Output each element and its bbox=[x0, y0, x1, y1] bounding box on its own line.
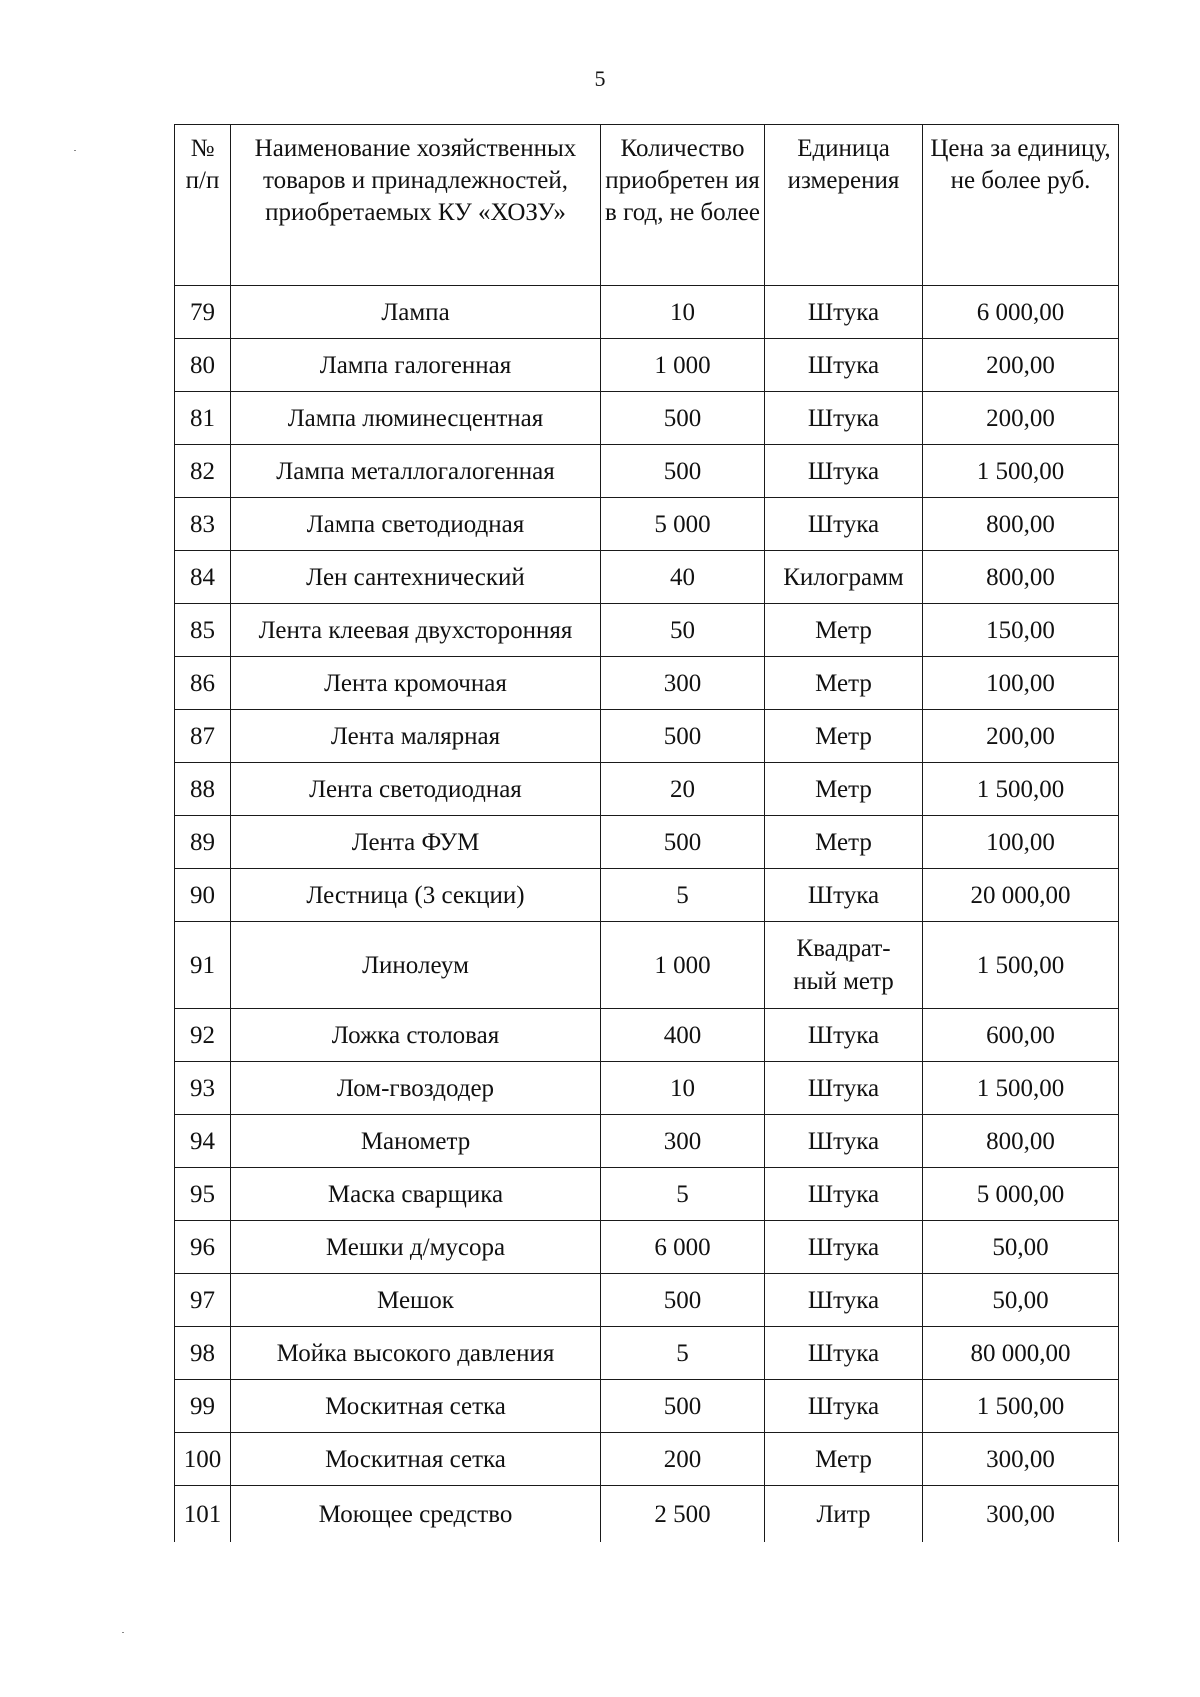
cell-price: 1 500,00 bbox=[923, 1380, 1119, 1433]
cell-price: 1 500,00 bbox=[923, 445, 1119, 498]
cell-unit: Штука bbox=[765, 1327, 923, 1380]
goods-table bbox=[174, 124, 1119, 1542]
cell-name: Моющее средство bbox=[231, 1486, 601, 1543]
header-price: Цена за единицу, не более руб. bbox=[923, 125, 1119, 286]
cell-num: 96 bbox=[175, 1221, 231, 1274]
cell-unit: Квадрат- ный метр bbox=[765, 922, 923, 1009]
table-row bbox=[175, 1168, 1119, 1221]
table-row bbox=[175, 498, 1119, 551]
cell-unit: Литр bbox=[765, 1486, 923, 1543]
cell-qty: 10 bbox=[601, 286, 765, 339]
cell-num: 98 bbox=[175, 1327, 231, 1380]
cell-num: 87 bbox=[175, 710, 231, 763]
cell-name: Линолеум bbox=[231, 922, 601, 1009]
cell-num: 99 bbox=[175, 1380, 231, 1433]
cell-price: 50,00 bbox=[923, 1221, 1119, 1274]
cell-unit: Штука bbox=[765, 1009, 923, 1062]
cell-num: 82 bbox=[175, 445, 231, 498]
cell-price: 5 000,00 bbox=[923, 1168, 1119, 1221]
header-num: № п/п bbox=[175, 125, 231, 286]
table-row bbox=[175, 1221, 1119, 1274]
cell-qty: 20 bbox=[601, 763, 765, 816]
cell-qty: 50 bbox=[601, 604, 765, 657]
cell-qty: 10 bbox=[601, 1062, 765, 1115]
table-row bbox=[175, 392, 1119, 445]
cell-name: Мешок bbox=[231, 1274, 601, 1327]
cell-name: Лестница (3 секции) bbox=[231, 869, 601, 922]
cell-price: 200,00 bbox=[923, 392, 1119, 445]
cell-unit: Метр bbox=[765, 657, 923, 710]
cell-unit: Штука bbox=[765, 869, 923, 922]
cell-unit: Килограмм bbox=[765, 551, 923, 604]
cell-num: 84 bbox=[175, 551, 231, 604]
cell-unit: Штука bbox=[765, 445, 923, 498]
cell-unit: Штука bbox=[765, 1115, 923, 1168]
cell-num: 100 bbox=[175, 1433, 231, 1486]
cell-num: 97 bbox=[175, 1274, 231, 1327]
cell-price: 6 000,00 bbox=[923, 286, 1119, 339]
table-row bbox=[175, 816, 1119, 869]
cell-qty: 1 000 bbox=[601, 922, 765, 1009]
cell-name: Лента кромочная bbox=[231, 657, 601, 710]
cell-price: 80 000,00 bbox=[923, 1327, 1119, 1380]
scan-speck bbox=[74, 150, 76, 151]
cell-unit: Штука bbox=[765, 392, 923, 445]
table-row bbox=[175, 1062, 1119, 1115]
cell-name: Манометр bbox=[231, 1115, 601, 1168]
cell-num: 94 bbox=[175, 1115, 231, 1168]
cell-num: 80 bbox=[175, 339, 231, 392]
cell-qty: 6 000 bbox=[601, 1221, 765, 1274]
cell-num: 89 bbox=[175, 816, 231, 869]
cell-price: 100,00 bbox=[923, 657, 1119, 710]
cell-num: 83 bbox=[175, 498, 231, 551]
cell-name: Лампа люминесцентная bbox=[231, 392, 601, 445]
cell-unit: Штука bbox=[765, 498, 923, 551]
cell-qty: 1 000 bbox=[601, 339, 765, 392]
cell-name: Ложка столовая bbox=[231, 1009, 601, 1062]
cell-name: Лампа галогенная bbox=[231, 339, 601, 392]
cell-name: Москитная сетка bbox=[231, 1380, 601, 1433]
table-row bbox=[175, 763, 1119, 816]
cell-name: Москитная сетка bbox=[231, 1433, 601, 1486]
table-row bbox=[175, 286, 1119, 339]
cell-unit: Штука bbox=[765, 1168, 923, 1221]
cell-num: 91 bbox=[175, 922, 231, 1009]
table-row bbox=[175, 657, 1119, 710]
cell-num: 92 bbox=[175, 1009, 231, 1062]
cell-qty: 500 bbox=[601, 1380, 765, 1433]
cell-price: 150,00 bbox=[923, 604, 1119, 657]
cell-name: Мешки д/мусора bbox=[231, 1221, 601, 1274]
table-row bbox=[175, 1327, 1119, 1380]
cell-name: Мойка высокого давления bbox=[231, 1327, 601, 1380]
cell-price: 50,00 bbox=[923, 1274, 1119, 1327]
table-row bbox=[175, 1433, 1119, 1486]
cell-unit: Штука bbox=[765, 1274, 923, 1327]
cell-num: 88 bbox=[175, 763, 231, 816]
table-row bbox=[175, 339, 1119, 392]
cell-num: 79 bbox=[175, 286, 231, 339]
cell-price: 20 000,00 bbox=[923, 869, 1119, 922]
scan-speck bbox=[122, 1632, 124, 1633]
cell-price: 800,00 bbox=[923, 551, 1119, 604]
table-row bbox=[175, 1115, 1119, 1168]
cell-qty: 2 500 bbox=[601, 1486, 765, 1543]
cell-price: 1 500,00 bbox=[923, 1062, 1119, 1115]
cell-num: 85 bbox=[175, 604, 231, 657]
table-row bbox=[175, 445, 1119, 498]
cell-price: 200,00 bbox=[923, 710, 1119, 763]
cell-price: 300,00 bbox=[923, 1486, 1119, 1543]
table-row bbox=[175, 922, 1119, 1009]
cell-name: Лом-гвоздодер bbox=[231, 1062, 601, 1115]
table-row bbox=[175, 1380, 1119, 1433]
cell-price: 200,00 bbox=[923, 339, 1119, 392]
cell-unit: Штука bbox=[765, 339, 923, 392]
cell-qty: 500 bbox=[601, 816, 765, 869]
cell-qty: 5 bbox=[601, 1168, 765, 1221]
cell-price: 1 500,00 bbox=[923, 922, 1119, 1009]
cell-name: Лента ФУМ bbox=[231, 816, 601, 869]
cell-num: 95 bbox=[175, 1168, 231, 1221]
cell-num: 93 bbox=[175, 1062, 231, 1115]
table-header-row bbox=[175, 125, 1119, 286]
cell-num: 101 bbox=[175, 1486, 231, 1543]
table-row bbox=[175, 1274, 1119, 1327]
cell-qty: 300 bbox=[601, 657, 765, 710]
cell-unit: Метр bbox=[765, 604, 923, 657]
cell-unit: Штука bbox=[765, 1221, 923, 1274]
cell-qty: 500 bbox=[601, 710, 765, 763]
cell-unit: Метр bbox=[765, 1433, 923, 1486]
cell-num: 86 bbox=[175, 657, 231, 710]
cell-unit: Штука bbox=[765, 1380, 923, 1433]
cell-qty: 200 bbox=[601, 1433, 765, 1486]
cell-name: Маска сварщика bbox=[231, 1168, 601, 1221]
cell-qty: 500 bbox=[601, 1274, 765, 1327]
table-row bbox=[175, 551, 1119, 604]
cell-name: Лампа светодиодная bbox=[231, 498, 601, 551]
table-body bbox=[175, 286, 1119, 1543]
cell-unit: Метр bbox=[765, 816, 923, 869]
cell-price: 100,00 bbox=[923, 816, 1119, 869]
page-number: 5 bbox=[594, 66, 606, 91]
cell-name: Лента светодиодная bbox=[231, 763, 601, 816]
header-qty: Количество приобретен ия в год, не более bbox=[601, 125, 765, 286]
cell-num: 90 bbox=[175, 869, 231, 922]
cell-qty: 5 bbox=[601, 869, 765, 922]
cell-qty: 500 bbox=[601, 445, 765, 498]
cell-qty: 5 bbox=[601, 1327, 765, 1380]
cell-name: Лампа металлогалогенная bbox=[231, 445, 601, 498]
cell-unit: Штука bbox=[765, 286, 923, 339]
cell-name: Лента малярная bbox=[231, 710, 601, 763]
cell-name: Лампа bbox=[231, 286, 601, 339]
cell-num: 81 bbox=[175, 392, 231, 445]
cell-unit: Метр bbox=[765, 710, 923, 763]
cell-name: Лента клеевая двухсторонняя bbox=[231, 604, 601, 657]
header-name: Наименование хозяйственных товаров и принадлежностей, приобретаемых КУ «ХОЗУ» bbox=[231, 125, 601, 286]
cell-qty: 500 bbox=[601, 392, 765, 445]
table-row bbox=[175, 1486, 1119, 1543]
cell-price: 800,00 bbox=[923, 498, 1119, 551]
table-row bbox=[175, 1009, 1119, 1062]
cell-price: 600,00 bbox=[923, 1009, 1119, 1062]
cell-qty: 400 bbox=[601, 1009, 765, 1062]
header-unit: Единица измерения bbox=[765, 125, 923, 286]
cell-price: 800,00 bbox=[923, 1115, 1119, 1168]
cell-price: 1 500,00 bbox=[923, 763, 1119, 816]
cell-price: 300,00 bbox=[923, 1433, 1119, 1486]
cell-qty: 40 bbox=[601, 551, 765, 604]
table-row bbox=[175, 869, 1119, 922]
cell-unit: Метр bbox=[765, 763, 923, 816]
cell-qty: 300 bbox=[601, 1115, 765, 1168]
cell-qty: 5 000 bbox=[601, 498, 765, 551]
table-row bbox=[175, 710, 1119, 763]
table-row bbox=[175, 604, 1119, 657]
cell-name: Лен сантехнический bbox=[231, 551, 601, 604]
cell-unit: Штука bbox=[765, 1062, 923, 1115]
